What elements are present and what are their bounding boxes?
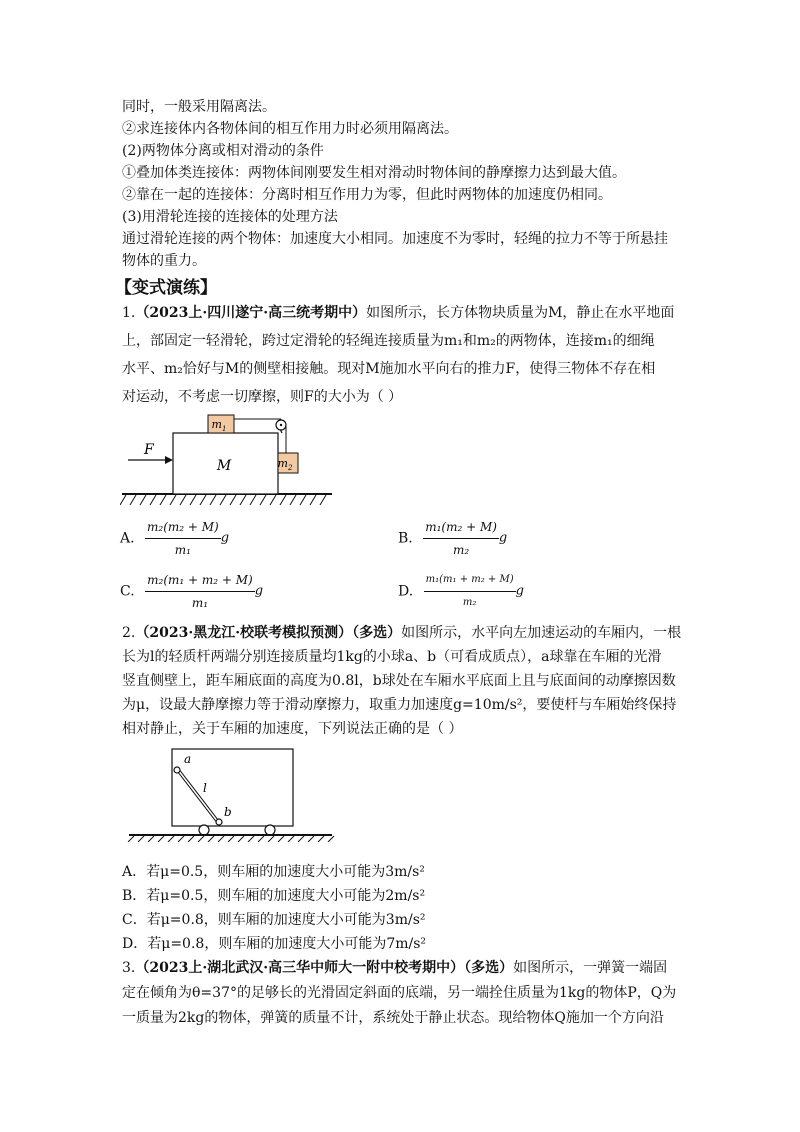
- top-block-label: $m_1$: [211, 418, 227, 433]
- q2-line-3: 竖直侧壁上，距车厢底面的高度为0.8l，b球处在车厢水平底面上且与底面间的动摩擦因数: [122, 673, 676, 689]
- q1-line-2: 上，部固定一轻滑轮，跨过定滑轮的轻绳连接质量为m₁和m₂的两物体，连接m₁的细绳: [122, 333, 655, 349]
- q2-option-b[interactable]: B．若μ=0.5，则车厢的加速度大小可能为2m/s²: [122, 888, 426, 904]
- q1-line-3: 水平、m₂恰好与M的侧壁相接触。现对M施加水平向右的推力F，使得三物体不存在相: [122, 361, 656, 377]
- ball-b-label: b: [224, 805, 232, 819]
- q3-line-2: 定在倾角为θ=37°的足够长的光滑固定斜面的底端，另一端拴住质量为1kg的物体P，Q为: [122, 985, 677, 1001]
- q2-figure: [125, 742, 340, 842]
- q3-text: 如图所示，一弹簧一端固: [513, 960, 668, 976]
- side-block-label: $m_2$: [277, 457, 293, 472]
- force-label: F: [144, 442, 154, 458]
- q1-option-b[interactable]: B. $\frac{\text{m₁(m₂ + M)}}{\text{m₂}}$ g: [398, 517, 507, 560]
- intro-line: ①叠加体类连接体：两物体间刚要发生相对滑动时物体间的静摩擦力达到最大值。: [122, 165, 626, 181]
- q2-line-5: 相对静止，关于车厢的加速度，下列说法正确的是（ ）: [122, 721, 463, 737]
- intro-line: 同时，一般采用隔离法。: [122, 99, 276, 115]
- q3-number: 3.: [122, 960, 136, 976]
- q2-option-a[interactable]: A．若μ=0.5，则车厢的加速度大小可能为3m/s²: [122, 864, 425, 880]
- q2-line-1: [122, 623, 682, 643]
- q3-source: （2023上·湖北武汉·高三华中师大一附中校考期中）（多选）: [135, 960, 514, 976]
- q1-option-a[interactable]: A. $\frac{\text{m₂(m₂ + M)}}{\text{m₁}}$ g: [120, 517, 229, 560]
- q1-source: （2023上·四川遂宁·高三统考期中）: [135, 305, 367, 321]
- q1-line-4: 对运动，不考虑一切摩擦，则F的大小为（ ）: [122, 389, 403, 405]
- q2-source: （2023·黑龙江·校联考模拟预测）（多选）: [135, 625, 402, 641]
- q2-option-d[interactable]: D．若μ=0.8，则车厢的加速度大小可能为7m/s²: [122, 936, 427, 952]
- q2-option-c[interactable]: C．若μ=0.8，则车厢的加速度大小可能为3m/s²: [122, 912, 426, 928]
- q2-line-4: 为μ，设最大静摩擦力等于滑动摩擦力，取重力加速度g=10m/s²，要使杆与车厢始终保持: [122, 697, 677, 713]
- q2-line-2: 长为l的轻质杆两端分别连接质量均1kg的小球a、b（可看成质点），a球靠在车厢的光滑: [122, 649, 662, 665]
- intro-line: (3)用滑轮连接的连接体的处理方法: [122, 209, 338, 225]
- big-block-label: M: [216, 458, 232, 474]
- q1-text: 如图所示，长方体物块质量为M，静止在水平地面: [366, 305, 675, 321]
- intro-line: ②求连接体内各物体间的相互作用力时必须用隔离法。: [122, 121, 458, 137]
- q1-option-d[interactable]: D. $\frac{\text{m₁(m₁ + m₂ + M)}}{\text{m₂}}$ g: [398, 570, 524, 613]
- q3-line-1: [122, 958, 682, 978]
- section-title: 【变式演练】: [115, 278, 217, 298]
- intro-line: (2)两物体分离或相对滑动的条件: [122, 143, 324, 159]
- q2-text: 如图所示，水平向左加速运动的车厢内，一根: [401, 625, 682, 641]
- q1-figure: [120, 408, 340, 510]
- intro-line: 通过滑轮连接的两个物体：加速度大小相同。加速度不为零时，轻绳的拉力不等于所悬挂: [122, 231, 668, 247]
- q1-line-1: [122, 303, 682, 323]
- intro-line: ②靠在一起的连接体：分离时相互作用力为零，但此时两物体的加速度仍相同。: [122, 187, 612, 203]
- q1-number: 1.: [122, 305, 136, 321]
- q2-number: 2.: [122, 625, 136, 641]
- ball-a-label: a: [184, 752, 192, 766]
- q1-option-c[interactable]: C. $\frac{\text{m₂(m₁ + m₂ + M)}}{\text{m₁}}$ g: [120, 570, 263, 613]
- q3-line-3: 一质量为2kg的物体，弹簧的质量不计，系统处于静止状态。现给物体Q施加一个方向沿: [122, 1010, 664, 1026]
- rod-label: l: [203, 781, 207, 795]
- intro-line: 物体的重力。: [122, 253, 206, 269]
